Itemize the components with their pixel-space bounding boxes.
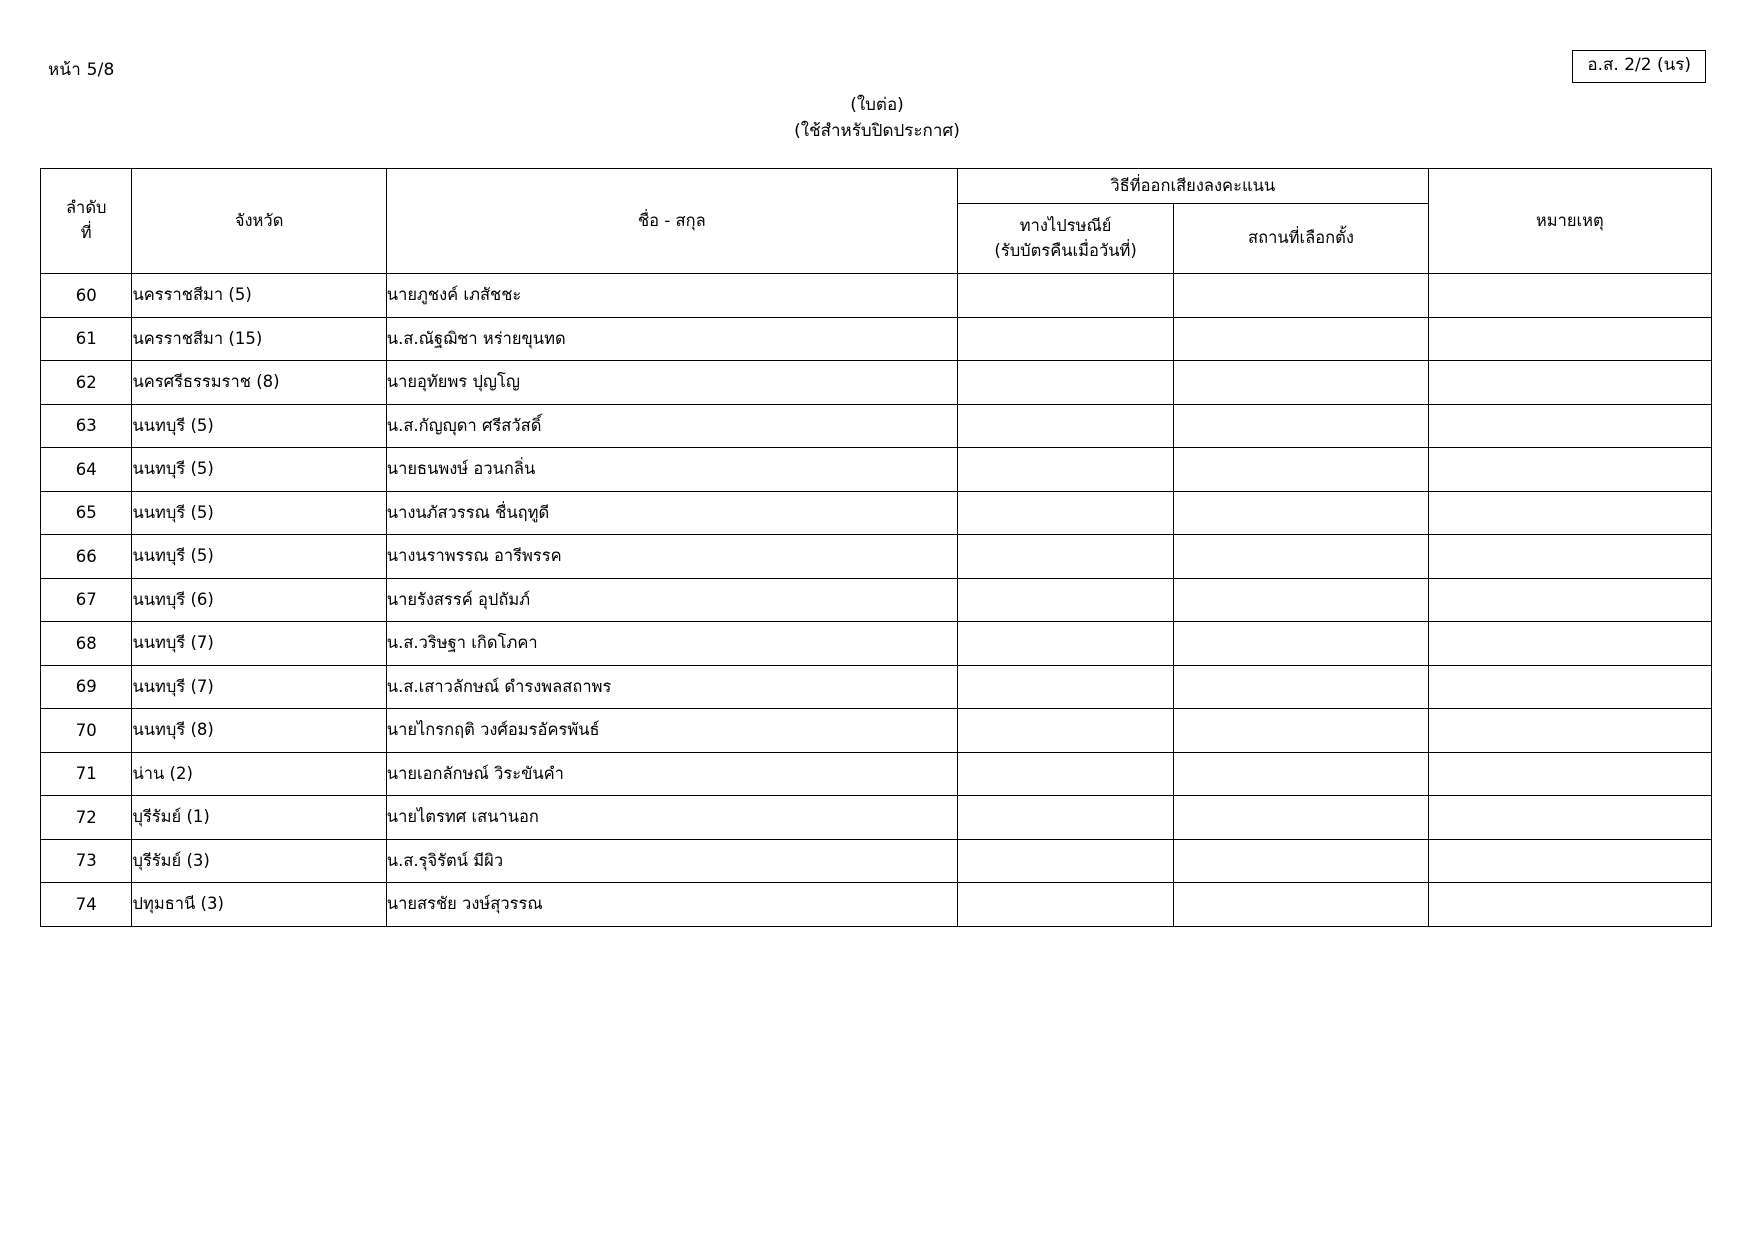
cell-polling-place [1174,883,1428,927]
candidate-table [40,168,1712,927]
cell-remark [1428,448,1711,492]
table-body [41,274,1712,927]
cell-remark [1428,839,1711,883]
table-header [41,169,1712,274]
cell-province: นนทบุรี (5) [132,448,386,492]
cell-by-post [957,883,1173,927]
cell-remark [1428,535,1711,579]
cell-order: 62 [41,361,132,405]
cell-polling-place [1174,491,1428,535]
cell-remark [1428,578,1711,622]
cell-polling-place [1174,839,1428,883]
cell-by-post [957,709,1173,753]
cell-order: 67 [41,578,132,622]
cell-by-post [957,665,1173,709]
cell-name: นายสรชัย วงษ์สุวรรณ [386,883,957,927]
header-by-post-line2: (รับบัตรคืนเมื่อวันที่) [994,240,1137,260]
cell-by-post [957,752,1173,796]
header-by-post [957,204,1173,274]
cell-remark [1428,404,1711,448]
cell-by-post [957,491,1173,535]
cell-by-post [957,361,1173,405]
cell-name: น.ส.ณัฐฌิชา หร่ายขุนทด [386,317,957,361]
cell-order: 65 [41,491,132,535]
cell-remark [1428,622,1711,666]
cell-polling-place [1174,665,1428,709]
cell-province: นครศรีธรรมราช (8) [132,361,386,405]
cell-province: นครราชสีมา (5) [132,274,386,318]
header-remark: หมายเหตุ [1428,169,1711,274]
cell-name: น.ส.รุจิรัตน์ มีผิว [386,839,957,883]
cell-remark [1428,274,1711,318]
table-row [41,404,1712,448]
table-row [41,317,1712,361]
cell-province: นครราชสีมา (15) [132,317,386,361]
cell-by-post [957,622,1173,666]
table-row [41,274,1712,318]
table-row [41,665,1712,709]
cell-polling-place [1174,317,1428,361]
cell-remark [1428,709,1711,753]
cell-by-post [957,317,1173,361]
cell-polling-place [1174,796,1428,840]
cell-province: บุรีรัมย์ (3) [132,839,386,883]
cell-by-post [957,448,1173,492]
cell-polling-place [1174,535,1428,579]
header-vote-method: วิธีที่ออกเสียงลงคะแนน [957,169,1428,204]
cell-name: น.ส.เสาวลักษณ์ ดำรงพลสถาพร [386,665,957,709]
cell-name: นายไกรกฤติ วงศ์อมรอัครพันธ์ [386,709,957,753]
table-row [41,883,1712,927]
header-order [41,169,132,274]
cell-order: 73 [41,839,132,883]
table-row [41,622,1712,666]
table-row [41,535,1712,579]
cell-order: 61 [41,317,132,361]
table-row [41,709,1712,753]
cell-remark [1428,796,1711,840]
cell-name: นางนราพรรณ อารีพรรค [386,535,957,579]
cell-remark [1428,491,1711,535]
cell-province: นนทบุรี (5) [132,535,386,579]
table-row [41,361,1712,405]
header-by-post-line1: ทางไปรษณีย์ [1019,215,1112,235]
table-row [41,796,1712,840]
cell-province: น่าน (2) [132,752,386,796]
table-row [41,448,1712,492]
cell-by-post [957,274,1173,318]
header-polling-place [1174,204,1428,274]
cell-name: นายไตรทศ เสนานอก [386,796,957,840]
cell-polling-place [1174,709,1428,753]
cell-name: นายภูชงค์ เภสัชชะ [386,274,957,318]
cell-by-post [957,404,1173,448]
cell-order: 74 [41,883,132,927]
header-polling-place-label: สถานที่เลือกตั้ง [1248,228,1354,248]
cell-by-post [957,839,1173,883]
cell-remark [1428,883,1711,927]
table-row [41,491,1712,535]
cell-order: 64 [41,448,132,492]
cell-province: นนทบุรี (7) [132,665,386,709]
cell-order: 66 [41,535,132,579]
cell-province: นนทบุรี (8) [132,709,386,753]
heading-continuation: (ใบต่อ) [850,95,904,115]
header-province: จังหวัด [132,169,386,274]
table-row [41,578,1712,622]
cell-province: นนทบุรี (5) [132,404,386,448]
table-row [41,752,1712,796]
cell-polling-place [1174,752,1428,796]
cell-polling-place [1174,622,1428,666]
cell-province: นนทบุรี (5) [132,491,386,535]
cell-order: 68 [41,622,132,666]
cell-order: 60 [41,274,132,318]
cell-province: นนทบุรี (7) [132,622,386,666]
header-order-line2: ที่ [80,223,92,242]
header-name: ชื่อ - สกุล [386,169,957,274]
cell-name: นายอุทัยพร ปุญโญ [386,361,957,405]
cell-by-post [957,535,1173,579]
cell-polling-place [1174,448,1428,492]
cell-remark [1428,665,1711,709]
cell-order: 63 [41,404,132,448]
heading-purpose: (ใช้สำหรับปิดประกาศ) [794,121,960,142]
cell-remark [1428,752,1711,796]
cell-province: ปทุมธานี (3) [132,883,386,927]
cell-polling-place [1174,404,1428,448]
table-row [41,839,1712,883]
cell-order: 70 [41,709,132,753]
cell-order: 69 [41,665,132,709]
form-code-badge: อ.ส. 2/2 (นร) [1572,50,1706,83]
cell-name: นางนภัสวรรณ ชื่นฤทูดี [386,491,957,535]
cell-by-post [957,796,1173,840]
page-number: หน้า 5/8 [48,60,115,80]
cell-remark [1428,317,1711,361]
cell-remark [1428,361,1711,405]
cell-polling-place [1174,274,1428,318]
cell-by-post [957,578,1173,622]
cell-name: น.ส.กัญญุดา ศรีสวัสดิ์ [386,404,957,448]
cell-name: น.ส.วริษฐา เกิดโภคา [386,622,957,666]
document-heading [0,92,1754,145]
cell-name: นายเอกลักษณ์ วิระขันคำ [386,752,957,796]
cell-polling-place [1174,578,1428,622]
cell-name: นายรังสรรค์ อุปถัมภ์ [386,578,957,622]
cell-province: บุรีรัมย์ (1) [132,796,386,840]
header-order-line1: ลำดับ [65,198,107,218]
cell-order: 71 [41,752,132,796]
cell-name: นายธนพงษ์ อวนกลิ่น [386,448,957,492]
cell-polling-place [1174,361,1428,405]
cell-province: นนทบุรี (6) [132,578,386,622]
cell-order: 72 [41,796,132,840]
